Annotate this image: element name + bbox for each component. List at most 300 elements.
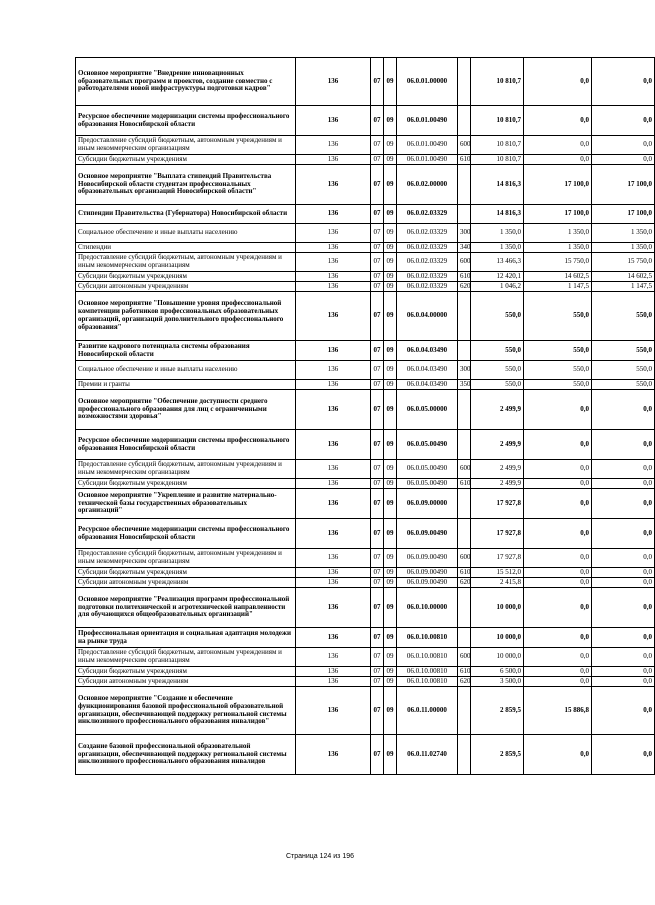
subsection-code: 09 — [384, 58, 397, 106]
amount-year-3: 0,0 — [592, 568, 655, 578]
item-name: Субсидии бюджетным учреждениям — [76, 479, 296, 489]
amount-year-3: 550,0 — [592, 380, 655, 390]
subsection-code: 09 — [384, 430, 397, 460]
section-code: 07 — [371, 272, 384, 282]
amount-year-2: 0,0 — [524, 58, 592, 106]
item-name: Субсидии автономным учреждениям — [76, 282, 296, 292]
subsection-code: 09 — [384, 568, 397, 578]
target-article-code: 06.0.02.00000 — [397, 165, 458, 205]
subsection-code: 09 — [384, 205, 397, 224]
item-name: Субсидии автономным учреждениям — [76, 677, 296, 687]
expense-type-code — [458, 489, 471, 519]
item-name: Социальное обеспечение и иные выплаты населению — [76, 224, 296, 243]
ministry-code: 136 — [296, 430, 371, 460]
amount-year-3: 0,0 — [592, 735, 655, 775]
amount-year-2: 15 750,0 — [524, 253, 592, 272]
ministry-code: 136 — [296, 58, 371, 106]
ministry-code: 136 — [296, 292, 371, 341]
amount-year-3: 0,0 — [592, 155, 655, 165]
section-code: 07 — [371, 568, 384, 578]
amount-year-3: 0,0 — [592, 667, 655, 677]
table-row — [76, 628, 655, 648]
target-article-code: 06.0.09.00490 — [397, 519, 458, 549]
target-article-code: 06.0.09.00490 — [397, 578, 458, 588]
table-row — [76, 205, 655, 224]
table-row — [76, 243, 655, 253]
ministry-code: 136 — [296, 667, 371, 677]
amount-year-2: 0,0 — [524, 628, 592, 648]
section-code: 07 — [371, 667, 384, 677]
item-name: Основное мероприятие "Реализация программ профессиональной подготовки политехнической и агротехнической направленности для обучающихся общеобразовательных организаций" — [76, 588, 296, 628]
section-code: 07 — [371, 628, 384, 648]
amount-year-1: 17 927,8 — [471, 489, 524, 519]
subsection-code: 09 — [384, 460, 397, 479]
item-name: Субсидии бюджетным учреждениям — [76, 568, 296, 578]
amount-year-2: 17 100,0 — [524, 165, 592, 205]
table-row — [76, 106, 655, 136]
amount-year-1: 2 499,9 — [471, 430, 524, 460]
amount-year-1: 550,0 — [471, 380, 524, 390]
item-name: Предоставление субсидий бюджетным, автономным учреждениям и иным некоммерческим организациям — [76, 549, 296, 568]
subsection-code: 09 — [384, 628, 397, 648]
ministry-code: 136 — [296, 519, 371, 549]
ministry-code: 136 — [296, 243, 371, 253]
amount-year-1: 10 810,7 — [471, 106, 524, 136]
amount-year-2: 1 350,0 — [524, 243, 592, 253]
subsection-code: 09 — [384, 165, 397, 205]
item-name: Основное мероприятие "Повышение уровня профессиональной компетенции работников профессиональных образовательных организаций, организаций дополнительного профессионального образования" — [76, 292, 296, 341]
subsection-code: 09 — [384, 282, 397, 292]
section-code: 07 — [371, 341, 384, 361]
section-code: 07 — [371, 106, 384, 136]
table-row — [76, 549, 655, 568]
amount-year-1: 3 500,0 — [471, 677, 524, 687]
item-name: Предоставление субсидий бюджетным, автономным учреждениям и иным некоммерческим организациям — [76, 460, 296, 479]
expense-type-code: 340 — [458, 243, 471, 253]
section-code: 07 — [371, 205, 384, 224]
table-row — [76, 489, 655, 519]
table-row — [76, 479, 655, 489]
section-code: 07 — [371, 588, 384, 628]
item-name: Субсидии автономным учреждениям — [76, 578, 296, 588]
amount-year-1: 17 927,8 — [471, 519, 524, 549]
table-row — [76, 735, 655, 775]
table-row — [76, 272, 655, 282]
amount-year-1: 1 350,0 — [471, 224, 524, 243]
table-row — [76, 155, 655, 165]
amount-year-1: 10 000,0 — [471, 648, 524, 667]
table-row — [76, 136, 655, 155]
amount-year-3: 0,0 — [592, 588, 655, 628]
target-article-code: 06.0.10.00810 — [397, 628, 458, 648]
target-article-code: 06.0.05.00490 — [397, 460, 458, 479]
section-code: 07 — [371, 136, 384, 155]
section-code: 07 — [371, 224, 384, 243]
ministry-code: 136 — [296, 136, 371, 155]
table-row — [76, 460, 655, 479]
item-name: Премии и гранты — [76, 380, 296, 390]
subsection-code: 09 — [384, 224, 397, 243]
subsection-code: 09 — [384, 687, 397, 735]
expense-type-code: 600 — [458, 460, 471, 479]
ministry-code: 136 — [296, 341, 371, 361]
ministry-code: 136 — [296, 165, 371, 205]
item-name: Ресурсное обеспечение модернизации системы профессионального образования Новосибирской области — [76, 519, 296, 549]
subsection-code: 09 — [384, 549, 397, 568]
expense-type-code: 300 — [458, 224, 471, 243]
item-name: Предоставление субсидий бюджетным, автономным учреждениям и иным некоммерческим организациям — [76, 253, 296, 272]
expense-type-code: 610 — [458, 272, 471, 282]
expense-type-code — [458, 588, 471, 628]
amount-year-3: 1 147,5 — [592, 282, 655, 292]
amount-year-1: 14 816,3 — [471, 165, 524, 205]
subsection-code: 09 — [384, 489, 397, 519]
amount-year-2: 0,0 — [524, 648, 592, 667]
amount-year-1: 1 350,0 — [471, 243, 524, 253]
amount-year-3: 0,0 — [592, 390, 655, 430]
table-row — [76, 282, 655, 292]
amount-year-3: 0,0 — [592, 430, 655, 460]
amount-year-2: 550,0 — [524, 361, 592, 380]
expense-type-code — [458, 165, 471, 205]
target-article-code: 06.0.10.00810 — [397, 648, 458, 667]
target-article-code: 06.0.09.00490 — [397, 549, 458, 568]
subsection-code: 09 — [384, 136, 397, 155]
ministry-code: 136 — [296, 205, 371, 224]
target-article-code: 06.0.04.03490 — [397, 361, 458, 380]
item-name: Ресурсное обеспечение модернизации системы профессионального образования Новосибирской области — [76, 106, 296, 136]
target-article-code: 06.0.09.00490 — [397, 568, 458, 578]
section-code: 07 — [371, 479, 384, 489]
amount-year-1: 10 000,0 — [471, 628, 524, 648]
subsection-code: 09 — [384, 361, 397, 380]
expense-type-code: 600 — [458, 253, 471, 272]
amount-year-3: 17 100,0 — [592, 205, 655, 224]
subsection-code: 09 — [384, 253, 397, 272]
subsection-code: 09 — [384, 390, 397, 430]
amount-year-2: 0,0 — [524, 479, 592, 489]
section-code: 07 — [371, 735, 384, 775]
ministry-code: 136 — [296, 272, 371, 282]
amount-year-2: 0,0 — [524, 155, 592, 165]
table-row — [76, 687, 655, 735]
subsection-code: 09 — [384, 578, 397, 588]
amount-year-3: 0,0 — [592, 460, 655, 479]
item-name: Субсидии бюджетным учреждениям — [76, 667, 296, 677]
amount-year-2: 14 602,5 — [524, 272, 592, 282]
section-code: 07 — [371, 677, 384, 687]
item-name: Ресурсное обеспечение модернизации системы профессионального образования Новосибирской области — [76, 430, 296, 460]
amount-year-2: 0,0 — [524, 390, 592, 430]
target-article-code: 06.0.02.03329 — [397, 282, 458, 292]
amount-year-2: 0,0 — [524, 430, 592, 460]
table-row — [76, 519, 655, 549]
amount-year-2: 0,0 — [524, 667, 592, 677]
amount-year-3: 0,0 — [592, 648, 655, 667]
target-article-code: 06.0.10.00000 — [397, 588, 458, 628]
expense-type-code — [458, 106, 471, 136]
item-name: Создание базовой профессиональной образовательной организации, обеспечивающей поддержку региональной системы инклюзивного профессионального образования инвалидов — [76, 735, 296, 775]
target-article-code: 06.0.02.03329 — [397, 272, 458, 282]
item-name: Основное мероприятие "Внедрение инновационных образовательных программ и проектов, создание совместно с работодателями новой инфраструктуры подготовки кадров" — [76, 58, 296, 106]
amount-year-2: 17 100,0 — [524, 205, 592, 224]
item-name: Профессиональная ориентация и социальная адаптация молодежи на рынке труда — [76, 628, 296, 648]
section-code: 07 — [371, 648, 384, 667]
expense-type-code — [458, 205, 471, 224]
subsection-code: 09 — [384, 519, 397, 549]
ministry-code: 136 — [296, 361, 371, 380]
amount-year-1: 13 466,3 — [471, 253, 524, 272]
amount-year-3: 0,0 — [592, 578, 655, 588]
table-row — [76, 165, 655, 205]
ministry-code: 136 — [296, 687, 371, 735]
item-name: Стипендии — [76, 243, 296, 253]
amount-year-3: 0,0 — [592, 677, 655, 687]
table-row — [76, 361, 655, 380]
expense-type-code: 610 — [458, 479, 471, 489]
amount-year-2: 0,0 — [524, 735, 592, 775]
amount-year-2: 0,0 — [524, 460, 592, 479]
ministry-code: 136 — [296, 549, 371, 568]
section-code: 07 — [371, 282, 384, 292]
section-code: 07 — [371, 380, 384, 390]
amount-year-3: 0,0 — [592, 519, 655, 549]
subsection-code: 09 — [384, 479, 397, 489]
item-name: Предоставление субсидий бюджетным, автономным учреждениям и иным некоммерческим организациям — [76, 648, 296, 667]
target-article-code: 06.0.01.00490 — [397, 106, 458, 136]
subsection-code: 09 — [384, 667, 397, 677]
amount-year-1: 2 415,8 — [471, 578, 524, 588]
ministry-code: 136 — [296, 282, 371, 292]
ministry-code: 136 — [296, 677, 371, 687]
expense-type-code: 610 — [458, 667, 471, 677]
amount-year-1: 2 859,5 — [471, 687, 524, 735]
target-article-code: 06.0.11.00000 — [397, 687, 458, 735]
amount-year-3: 0,0 — [592, 628, 655, 648]
item-name: Субсидии бюджетным учреждениям — [76, 155, 296, 165]
amount-year-3: 550,0 — [592, 292, 655, 341]
target-article-code: 06.0.09.00000 — [397, 489, 458, 519]
amount-year-3: 550,0 — [592, 341, 655, 361]
section-code: 07 — [371, 155, 384, 165]
amount-year-1: 10 810,7 — [471, 58, 524, 106]
subsection-code: 09 — [384, 648, 397, 667]
amount-year-1: 2 499,9 — [471, 479, 524, 489]
expense-type-code: 610 — [458, 155, 471, 165]
ministry-code: 136 — [296, 390, 371, 430]
item-name: Основное мероприятие "Выплата стипендий Правительства Новосибирской области студентам профессиональных образовательных организаций Новосибирской области" — [76, 165, 296, 205]
target-article-code: 06.0.04.03490 — [397, 341, 458, 361]
table-row — [76, 58, 655, 106]
expense-type-code: 620 — [458, 282, 471, 292]
amount-year-2: 0,0 — [524, 578, 592, 588]
budget-table-body — [76, 58, 655, 775]
target-article-code: 06.0.02.03329 — [397, 243, 458, 253]
ministry-code: 136 — [296, 578, 371, 588]
amount-year-1: 17 927,8 — [471, 549, 524, 568]
section-code: 07 — [371, 430, 384, 460]
expense-type-code — [458, 628, 471, 648]
expense-type-code — [458, 390, 471, 430]
table-row — [76, 667, 655, 677]
amount-year-2: 0,0 — [524, 549, 592, 568]
amount-year-1: 1 046,2 — [471, 282, 524, 292]
ministry-code: 136 — [296, 155, 371, 165]
item-name: Основное мероприятие "Создание и обеспечение функционирования базовой профессиональной образовательной организации, обеспечивающей поддержку региональной системы инклюзивного профессионального образования инвалидов" — [76, 687, 296, 735]
section-code: 07 — [371, 243, 384, 253]
amount-year-2: 15 886,8 — [524, 687, 592, 735]
amount-year-3: 0,0 — [592, 106, 655, 136]
amount-year-3: 0,0 — [592, 479, 655, 489]
ministry-code: 136 — [296, 489, 371, 519]
expense-type-code — [458, 58, 471, 106]
amount-year-2: 0,0 — [524, 568, 592, 578]
amount-year-1: 550,0 — [471, 341, 524, 361]
amount-year-1: 2 499,9 — [471, 460, 524, 479]
table-row — [76, 578, 655, 588]
item-name: Основное мероприятие "Укрепление и развитие материально-технической базы государственных образовательных организаций" — [76, 489, 296, 519]
amount-year-2: 0,0 — [524, 677, 592, 687]
budget-table — [75, 57, 655, 775]
expense-type-code — [458, 292, 471, 341]
target-article-code: 06.0.01.00490 — [397, 155, 458, 165]
table-row — [76, 380, 655, 390]
target-article-code: 06.0.10.00810 — [397, 677, 458, 687]
target-article-code: 06.0.05.00000 — [397, 390, 458, 430]
target-article-code: 06.0.02.03329 — [397, 205, 458, 224]
expense-type-code — [458, 687, 471, 735]
table-row — [76, 568, 655, 578]
amount-year-3: 0,0 — [592, 136, 655, 155]
amount-year-1: 6 500,0 — [471, 667, 524, 677]
table-row — [76, 648, 655, 667]
subsection-code: 09 — [384, 155, 397, 165]
ministry-code: 136 — [296, 588, 371, 628]
amount-year-2: 0,0 — [524, 519, 592, 549]
subsection-code: 09 — [384, 106, 397, 136]
target-article-code: 06.0.02.03329 — [397, 224, 458, 243]
section-code: 07 — [371, 489, 384, 519]
amount-year-3: 17 100,0 — [592, 165, 655, 205]
expense-type-code: 620 — [458, 578, 471, 588]
subsection-code: 09 — [384, 380, 397, 390]
amount-year-3: 1 350,0 — [592, 243, 655, 253]
amount-year-2: 0,0 — [524, 588, 592, 628]
table-row — [76, 341, 655, 361]
target-article-code: 06.0.04.03490 — [397, 380, 458, 390]
table-row — [76, 430, 655, 460]
amount-year-3: 15 750,0 — [592, 253, 655, 272]
table-row — [76, 588, 655, 628]
expense-type-code: 600 — [458, 549, 471, 568]
ministry-code: 136 — [296, 380, 371, 390]
item-name: Развитие кадрового потенциала системы образования Новосибирской области — [76, 341, 296, 361]
ministry-code: 136 — [296, 628, 371, 648]
expense-type-code: 350 — [458, 380, 471, 390]
amount-year-1: 550,0 — [471, 292, 524, 341]
section-code: 07 — [371, 253, 384, 272]
section-code: 07 — [371, 578, 384, 588]
target-article-code: 06.0.05.00490 — [397, 479, 458, 489]
ministry-code: 136 — [296, 648, 371, 667]
subsection-code: 09 — [384, 243, 397, 253]
item-name: Предоставление субсидий бюджетным, автономным учреждениям и иным некоммерческим организациям — [76, 136, 296, 155]
section-code: 07 — [371, 549, 384, 568]
subsection-code: 09 — [384, 677, 397, 687]
subsection-code: 09 — [384, 292, 397, 341]
amount-year-1: 14 816,3 — [471, 205, 524, 224]
expense-type-code: 300 — [458, 361, 471, 380]
item-name: Социальное обеспечение и иные выплаты населению — [76, 361, 296, 380]
table-row — [76, 292, 655, 341]
section-code: 07 — [371, 165, 384, 205]
amount-year-2: 550,0 — [524, 380, 592, 390]
amount-year-3: 0,0 — [592, 687, 655, 735]
amount-year-2: 1 147,5 — [524, 282, 592, 292]
amount-year-1: 10 000,0 — [471, 588, 524, 628]
section-code: 07 — [371, 361, 384, 380]
expense-type-code: 610 — [458, 568, 471, 578]
ministry-code: 136 — [296, 460, 371, 479]
target-article-code: 06.0.05.00490 — [397, 430, 458, 460]
ministry-code: 136 — [296, 479, 371, 489]
ministry-code: 136 — [296, 224, 371, 243]
subsection-code: 09 — [384, 341, 397, 361]
ministry-code: 136 — [296, 253, 371, 272]
expense-type-code: 620 — [458, 677, 471, 687]
expense-type-code — [458, 341, 471, 361]
amount-year-3: 0,0 — [592, 549, 655, 568]
item-name: Основное мероприятие "Обеспечение доступности среднего профессионального образования для лиц с ограниченными возможностями здоровья" — [76, 390, 296, 430]
section-code: 07 — [371, 460, 384, 479]
target-article-code: 06.0.01.00000 — [397, 58, 458, 106]
target-article-code: 06.0.10.00810 — [397, 667, 458, 677]
target-article-code: 06.0.01.00490 — [397, 136, 458, 155]
expense-type-code: 600 — [458, 136, 471, 155]
subsection-code: 09 — [384, 272, 397, 282]
subsection-code: 09 — [384, 588, 397, 628]
section-code: 07 — [371, 519, 384, 549]
target-article-code: 06.0.02.03329 — [397, 253, 458, 272]
ministry-code: 136 — [296, 106, 371, 136]
amount-year-3: 1 350,0 — [592, 224, 655, 243]
amount-year-2: 0,0 — [524, 489, 592, 519]
amount-year-2: 550,0 — [524, 292, 592, 341]
amount-year-3: 0,0 — [592, 58, 655, 106]
item-name: Стипендии Правительства (Губернатора) Новосибирской области — [76, 205, 296, 224]
section-code: 07 — [371, 58, 384, 106]
item-name: Субсидии бюджетным учреждениям — [76, 272, 296, 282]
expense-type-code — [458, 735, 471, 775]
amount-year-1: 15 512,0 — [471, 568, 524, 578]
expense-type-code: 600 — [458, 648, 471, 667]
amount-year-1: 2 499,9 — [471, 390, 524, 430]
amount-year-1: 550,0 — [471, 361, 524, 380]
amount-year-1: 2 859,5 — [471, 735, 524, 775]
ministry-code: 136 — [296, 735, 371, 775]
amount-year-3: 0,0 — [592, 489, 655, 519]
amount-year-2: 0,0 — [524, 106, 592, 136]
table-row — [76, 390, 655, 430]
target-article-code: 06.0.04.00000 — [397, 292, 458, 341]
table-row — [76, 253, 655, 272]
amount-year-1: 10 810,7 — [471, 155, 524, 165]
amount-year-2: 550,0 — [524, 341, 592, 361]
table-row — [76, 224, 655, 243]
amount-year-1: 12 420,1 — [471, 272, 524, 282]
section-code: 07 — [371, 390, 384, 430]
section-code: 07 — [371, 292, 384, 341]
